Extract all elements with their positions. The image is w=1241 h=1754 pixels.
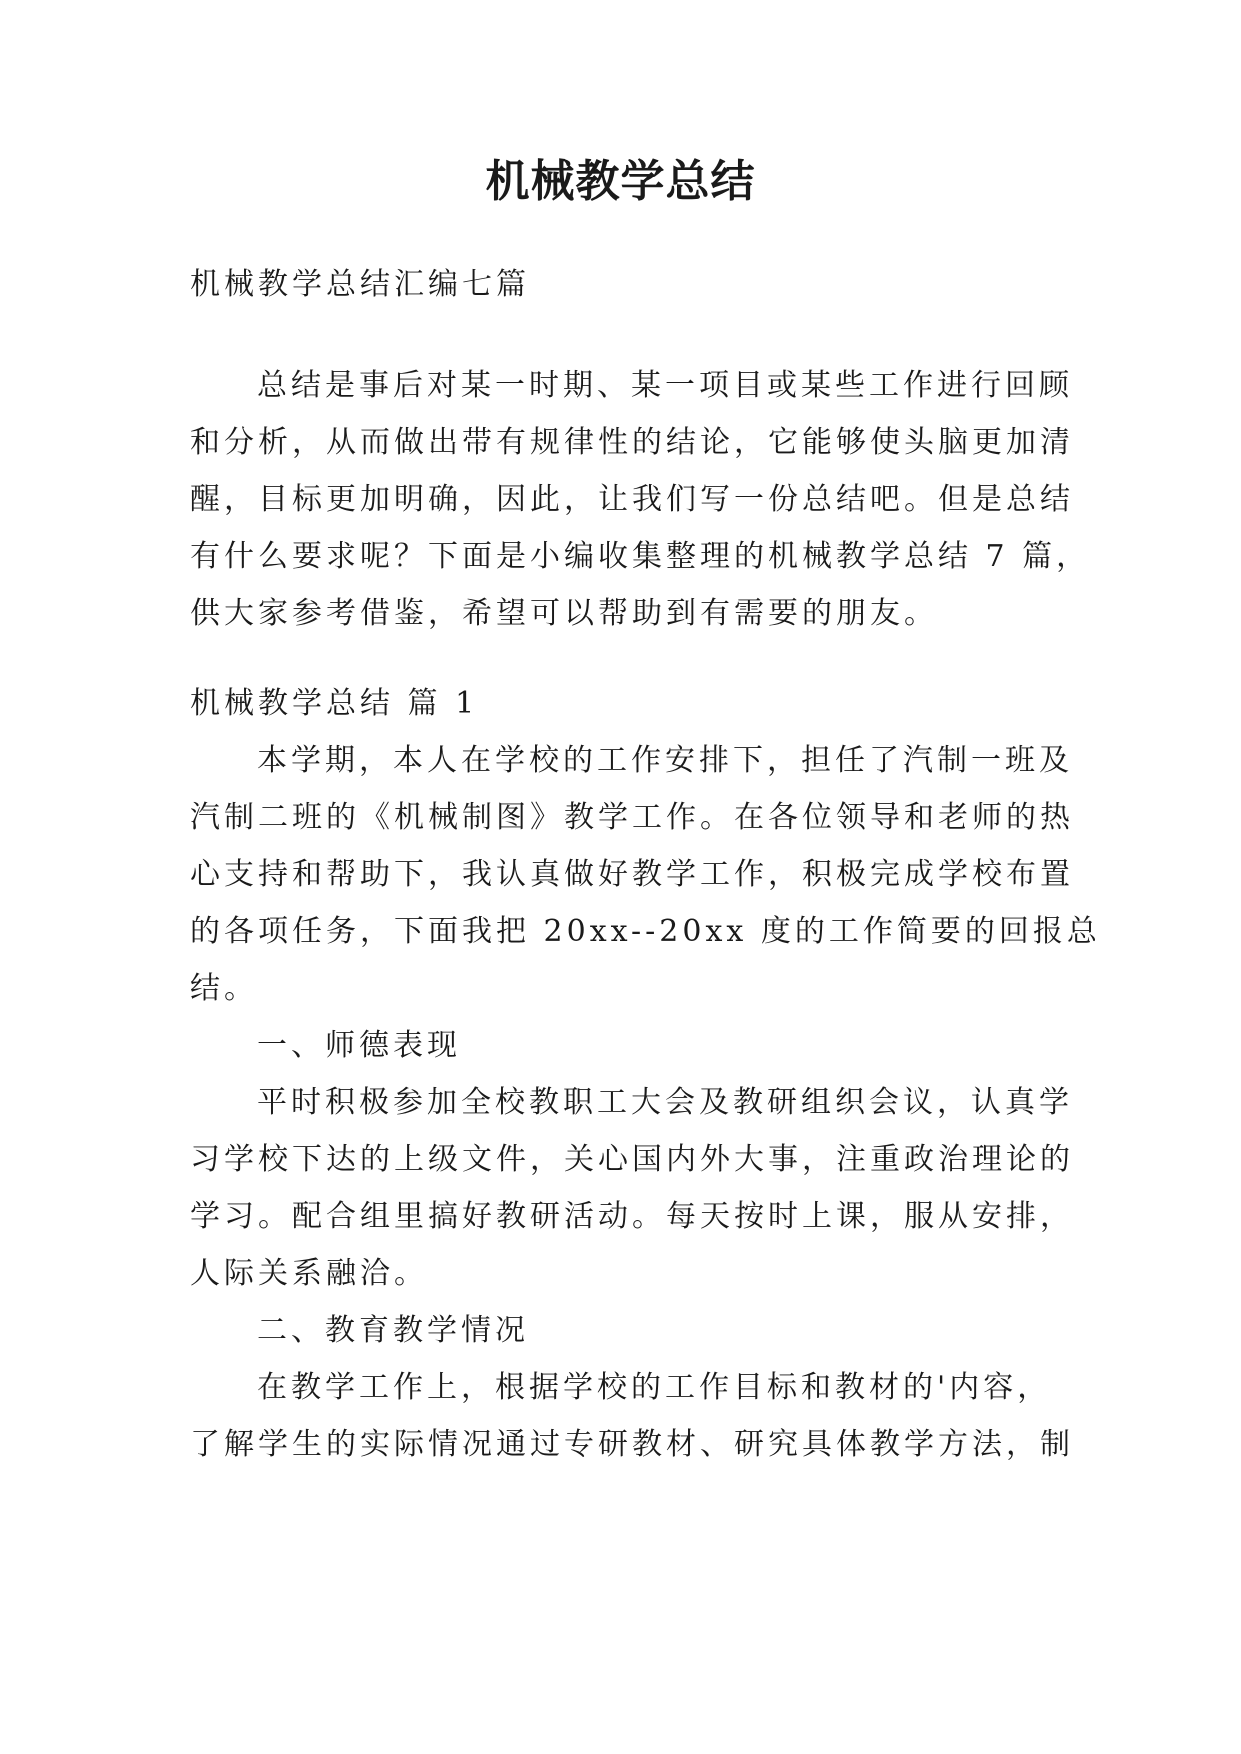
paragraph-line: 了解学生的实际情况通过专研教材、研究具体教学方法，制 <box>190 1427 1074 1462</box>
paragraph-line: 汽制二班的《机械制图》教学工作。在各位领导和老师的热 <box>190 800 1074 835</box>
intro-line: 醒，目标更加明确，因此，让我们写一份总结吧。但是总结 <box>190 482 1074 517</box>
intro-line: 总结是事后对某一时期、某一项目或某些工作进行回顾 <box>257 368 1073 403</box>
paragraph-line: 心支持和帮助下，我认真做好教学工作，积极完成学校布置 <box>190 857 1074 892</box>
document-subtitle: 机械教学总结汇编七篇 <box>190 267 530 302</box>
intro-line: 有什么要求呢？下面是小编收集整理的机械教学总结 7 篇， <box>190 539 1091 574</box>
document-title: 机械教学总结 <box>485 156 756 207</box>
intro-line: 和分析，从而做出带有规律性的结论，它能够使头脑更加清 <box>190 425 1074 460</box>
intro-line: 供大家参考借鉴，希望可以帮助到有需要的朋友。 <box>190 596 938 631</box>
paragraph-line: 在教学工作上，根据学校的工作目标和教材的'内容， <box>257 1370 1052 1405</box>
section-heading: 机械教学总结 篇 1 <box>190 686 479 721</box>
subheading: 一、师德表现 <box>257 1028 461 1063</box>
paragraph-line: 本学期，本人在学校的工作安排下，担任了汽制一班及 <box>257 743 1073 778</box>
paragraph-line: 人际关系融洽。 <box>190 1256 428 1291</box>
paragraph-line: 习学校下达的上级文件，关心国内外大事，注重政治理论的 <box>190 1142 1074 1177</box>
paragraph-line: 结。 <box>190 971 258 1006</box>
paragraph-line: 的各项任务，下面我把 20xx--20xx 度的工作简要的回报总 <box>190 914 1101 949</box>
paragraph-line: 平时积极参加全校教职工大会及教研组织会议，认真学 <box>257 1085 1073 1120</box>
subheading: 二、教育教学情况 <box>257 1313 529 1348</box>
paragraph-line: 学习。配合组里搞好教研活动。每天按时上课，服从安排， <box>190 1199 1074 1234</box>
